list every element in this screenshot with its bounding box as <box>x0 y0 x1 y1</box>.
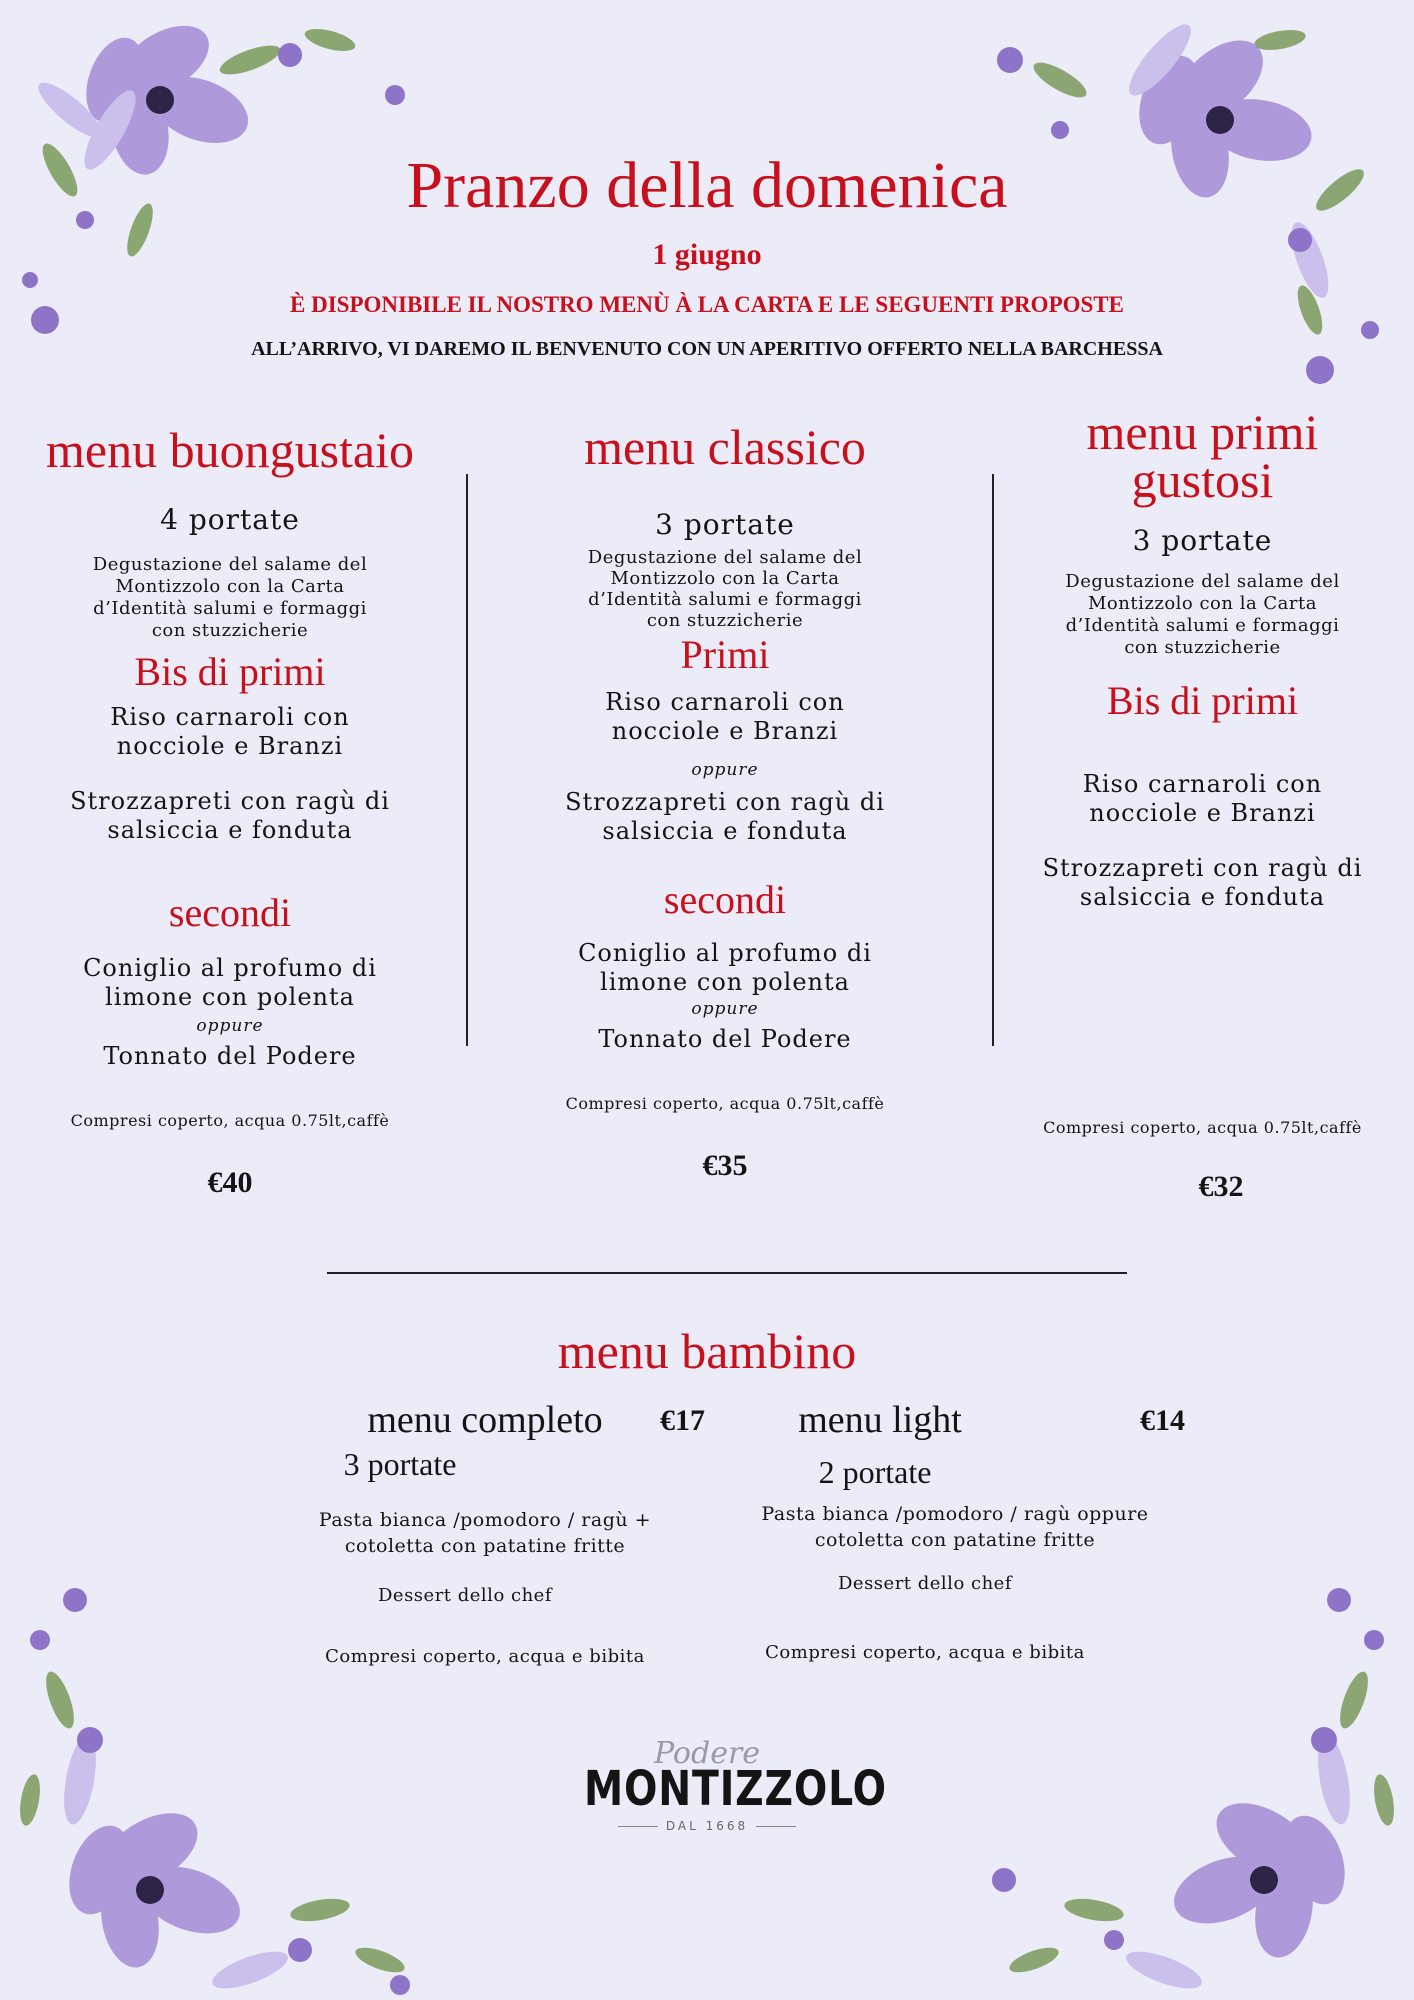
menu-price: €35 <box>702 1149 748 1182</box>
starter-description: Degustazione del salame del Montizzolo con la Carta d’Identità salumi e formaggi con stuzzicherie <box>587 547 863 631</box>
kids-menu-name: menu light <box>798 1399 962 1441</box>
primo-2: Strozzapreti con ragù di salsiccia e fonduta <box>1042 854 1363 911</box>
logo-script-text: Podere <box>653 1736 761 1771</box>
logo-wordmark: MONTIZZOLO <box>584 1761 887 1817</box>
logo-rule-right <box>756 1826 796 1827</box>
starter-description: Degustazione del salame del Montizzolo con la Carta d’Identità salumi e formaggi con stuzzicherie <box>1065 571 1340 658</box>
logo-rule-left <box>618 1826 658 1827</box>
courses-count: 4 portate <box>160 503 300 536</box>
secondo-1: Coniglio al profumo di limone con polenta <box>83 954 377 1011</box>
kids-dessert: Dessert dello chef <box>837 1573 1012 1594</box>
column-divider-2 <box>992 474 994 1046</box>
kids-dish: Pasta bianca /pomodoro / ragù + cotoletta con patatine fritte <box>318 1509 652 1557</box>
secondo-2: Tonnato del Podere <box>598 1025 852 1053</box>
kids-dessert: Dessert dello chef <box>377 1585 552 1606</box>
kids-dish: Pasta bianca /pomodoro / ragù oppure cotoletta con patatine fritte <box>761 1503 1149 1551</box>
menu-availability-note: È DISPONIBILE IL NOSTRO MENÙ À LA CARTA E LE SEGUENTI PROPOSTE <box>290 292 1124 317</box>
secondo-2: Tonnato del Podere <box>103 1042 357 1070</box>
column-divider-1 <box>466 474 468 1046</box>
kids-light-price: €14 <box>1140 1404 1185 1437</box>
primi-heading: Bis di primi <box>134 649 326 694</box>
section-divider <box>327 1272 1127 1274</box>
podere-montizzolo-logo <box>557 1736 887 1833</box>
primi-heading: Primi <box>680 632 770 677</box>
primi-heading: Bis di primi <box>1106 678 1299 723</box>
kids-menu-light <box>730 1398 1180 1663</box>
oppure-label: oppure <box>196 1016 264 1036</box>
logo-since-row <box>557 1819 857 1833</box>
primo-2: Strozzapreti con ragù di salsiccia e fonduta <box>70 787 390 844</box>
menu-title: menu classico <box>584 419 866 475</box>
kids-menu-name: menu completo <box>367 1399 603 1441</box>
secondi-heading: secondi <box>663 877 787 922</box>
logo-since: DAL 1668 <box>665 1819 749 1833</box>
menu-price: €32 <box>1198 1170 1244 1203</box>
kids-menu-title: menu bambino <box>557 1323 857 1379</box>
welcome-note: ALL’ARRIVO, VI DAREMO IL BENVENUTO CON UN APERITIVO OFFERTO NELLA BARCHESSA <box>251 338 1163 360</box>
menu-price: €40 <box>207 1166 253 1199</box>
primo-2: Strozzapreti con ragù di salsiccia e fonduta <box>565 788 885 845</box>
included-note: Compresi coperto, acqua 0.75lt,caffè <box>565 1094 885 1113</box>
menu-title: menu buongustaio <box>45 422 415 478</box>
kids-courses-count: 2 portate <box>818 1454 932 1490</box>
secondi-heading: secondi <box>168 890 292 935</box>
kids-menu-completo <box>260 1398 710 1667</box>
event-date: 1 giugno <box>652 238 762 271</box>
menu-title: menu primi gustosi <box>1086 404 1319 508</box>
starter-description: Degustazione del salame del Montizzolo con la Carta d’Identità salumi e formaggi con stuzzicherie <box>92 554 368 641</box>
oppure-label: oppure <box>691 760 759 780</box>
primo-1: Riso carnaroli con nocciole e Branzi <box>1082 770 1323 827</box>
included-note: Compresi coperto, acqua 0.75lt,caffè <box>1043 1118 1362 1137</box>
included-note: Compresi coperto, acqua 0.75lt,caffè <box>70 1111 390 1130</box>
kids-included-note: Compresi coperto, acqua e bibita <box>325 1646 645 1667</box>
kids-included-note: Compresi coperto, acqua e bibita <box>765 1642 1085 1663</box>
menu-buongustaio <box>15 420 445 1200</box>
menu-classico <box>510 420 940 1183</box>
oppure-label: oppure <box>691 999 759 1019</box>
page-title: Pranzo della domenica <box>406 149 1008 222</box>
primo-1: Riso carnaroli con nocciole e Branzi <box>110 703 350 760</box>
secondo-1: Coniglio al profumo di limone con polenta <box>578 939 872 996</box>
courses-count: 3 portate <box>655 508 795 541</box>
kids-completo-price: €17 <box>660 1404 705 1437</box>
courses-count: 3 portate <box>1132 524 1273 557</box>
primo-1: Riso carnaroli con nocciole e Branzi <box>605 688 845 745</box>
kids-courses-count: 3 portate <box>343 1446 457 1482</box>
menu-primi-gustosi <box>1000 404 1405 912</box>
